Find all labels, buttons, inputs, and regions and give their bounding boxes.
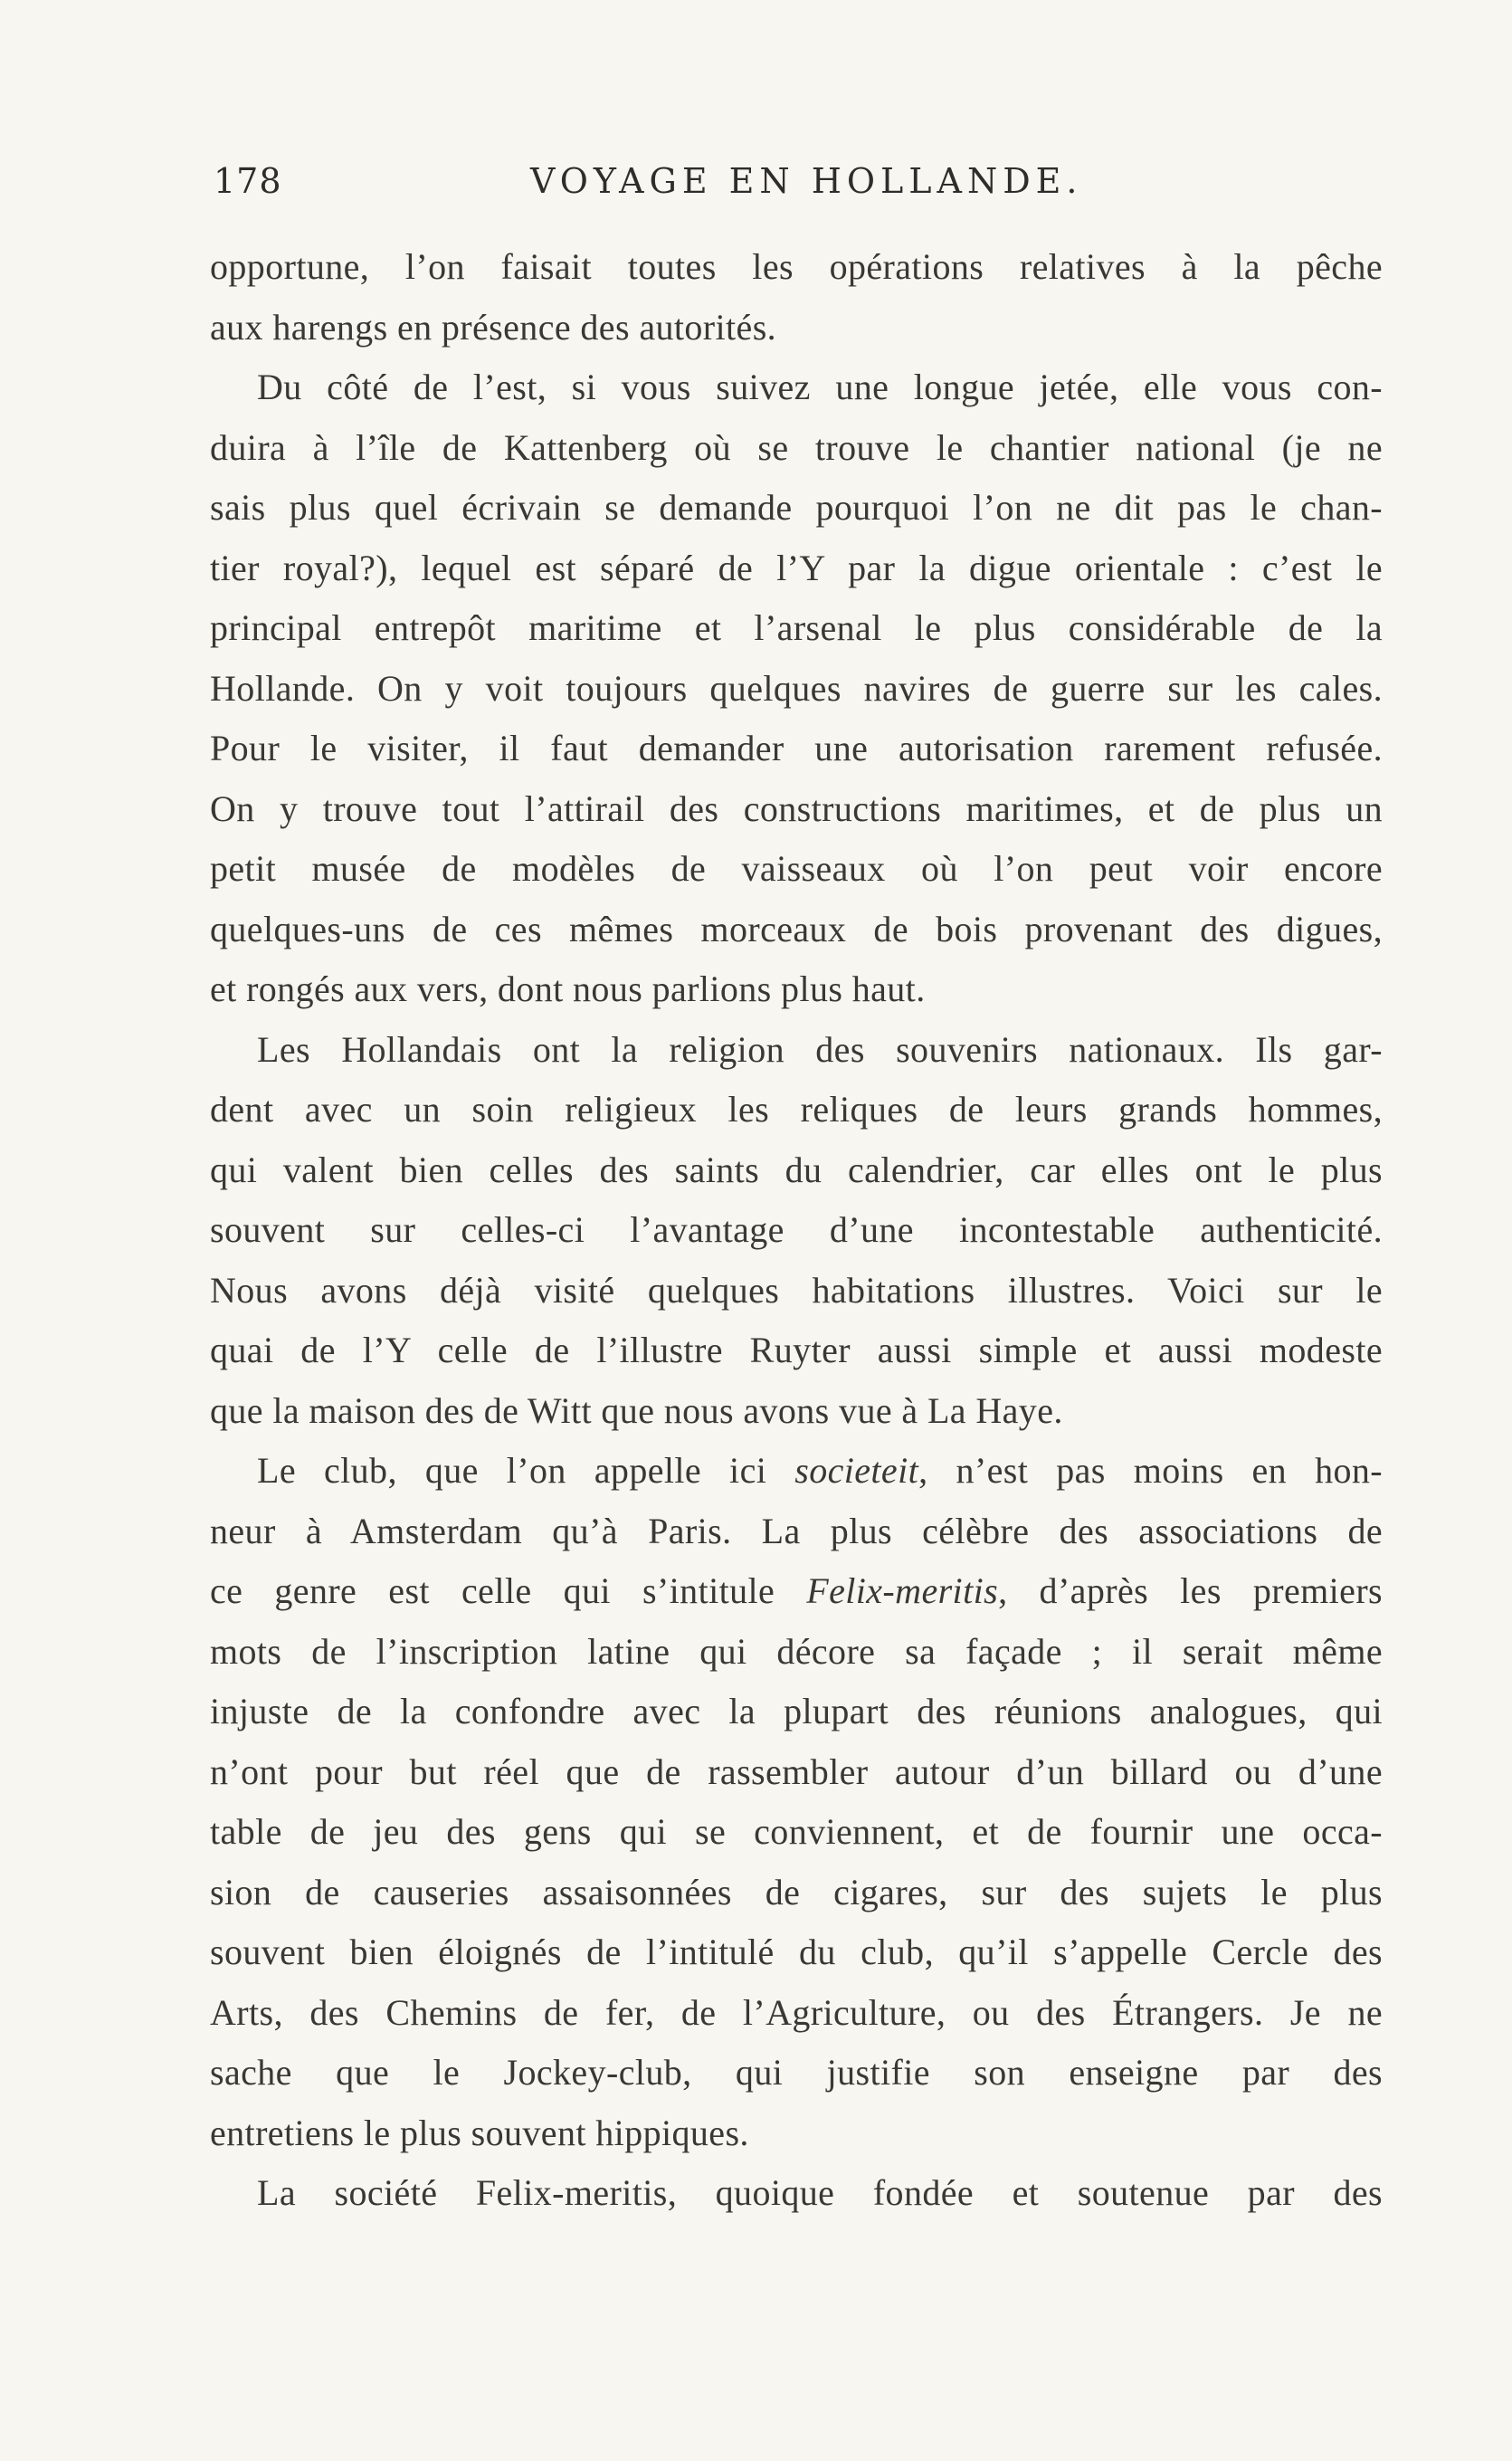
body-text <box>210 237 1383 2224</box>
text-segment: , d’après les premiers <box>998 1570 1384 1611</box>
text-line: dent avec un soin religieux les reliques de leurs grands hommes, <box>210 1089 1383 1130</box>
text-line: quai de l’Y celle de l’illustre Ruyter aussi simple et aussi modeste <box>210 1330 1383 1370</box>
paragraph-start-line: Du côté de l’est, si vous suivez une longue jetée, elle vous con- <box>257 367 1383 407</box>
text-line: quelques-uns de ces mêmes morceaux de bois provenant des digues, <box>210 908 1383 949</box>
text-line: n’ont pour but réel que de rassembler autour d’un billard ou d’une <box>210 1750 1383 1792</box>
text-line: sion de causeries assaisonnées de cigares, sur des sujets le plus <box>210 1871 1383 1913</box>
text-line: et rongés aux vers, dont nous parlions plus haut. <box>210 968 926 1009</box>
text-line: petit musée de modèles de vaisseaux où l’on peut voir encore <box>210 848 1383 889</box>
text-segment: Le club, que l’on appelle ici <box>257 1450 795 1491</box>
text-line: Hollande. On y voit toujours quelques navires de guerre sur les cales. <box>210 667 1383 709</box>
page-header <box>214 161 1381 215</box>
italic-term-felix-meritis: Felix-meritis <box>806 1570 999 1611</box>
text-segment: ce genre est celle qui s’intitule <box>210 1570 807 1611</box>
page-number: 178 <box>214 161 282 201</box>
text-line: mots de l’inscription latine qui décore sa façade ; il serait même <box>210 1630 1383 1672</box>
text-line: Nous avons déjà visité quelques habitations illustres. Voici sur le <box>210 1269 1383 1311</box>
paragraph-start-line: Les Hollandais ont la religion des souvenirs nationaux. Ils gar- <box>257 1028 1383 1070</box>
text-line: que la maison des de Witt que nous avons vue à La Haye. <box>210 1389 1063 1431</box>
text-line: On y trouve tout l’attirail des constructions maritimes, et de plus un <box>210 787 1383 829</box>
text-line <box>210 1561 1383 1622</box>
text-line: neur à Amsterdam qu’à Paris. La plus célèbre des associations de <box>210 1510 1383 1551</box>
paragraph-start-line: La société Felix-meritis, quoique fondée et soutenue par des <box>257 2172 1383 2213</box>
text-line: injuste de la confondre avec la plupart des réunions analogues, qui <box>210 1691 1383 1731</box>
text-line: opportune, l’on faisait toutes les opérations relatives à la pêche <box>210 246 1383 287</box>
text-line: tier royal?), lequel est séparé de l’Y par la digue orientale : c’est le <box>210 547 1383 588</box>
text-line: Pour le visiter, il faut demander une autorisation rarement refusée. <box>210 728 1383 768</box>
text-line: sache que le Jockey-club, qui justifie son enseigne par des <box>210 2052 1383 2093</box>
text-segment: , n’est pas moins en hon- <box>918 1450 1383 1491</box>
text-line: aux harengs en présence des autorités. <box>210 306 777 348</box>
running-title: VOYAGE EN HOLLANDE. <box>530 161 1083 201</box>
text-line: duira à l’île de Kattenberg où se trouve le chantier national (je ne <box>210 426 1383 468</box>
text-line: entretiens le plus souvent hippiques. <box>210 2112 749 2153</box>
text-line: sais plus quel écrivain se demande pourquoi l’on ne dit pas le chan- <box>210 487 1383 528</box>
text-line: principal entrepôt maritime et l’arsenal le plus considérable de la <box>210 607 1383 648</box>
text-line: table de jeu des gens qui se conviennent, et de fournir une occa- <box>210 1811 1383 1852</box>
text-line: qui valent bien celles des saints du calendrier, car elles ont le plus <box>210 1149 1383 1190</box>
paragraph-start-line <box>210 1441 1383 1502</box>
text-line: souvent bien éloignés de l’intitulé du club, qu’il s’appelle Cercle des <box>210 1932 1383 1972</box>
italic-term-societeit: societeit <box>794 1450 919 1491</box>
text-line: Arts, des Chemins de fer, de l’Agriculture, ou des Étrangers. Je ne <box>210 1991 1383 2033</box>
text-line: souvent sur celles-ci l’avantage d’une incontestable authenticité. <box>210 1209 1383 1250</box>
